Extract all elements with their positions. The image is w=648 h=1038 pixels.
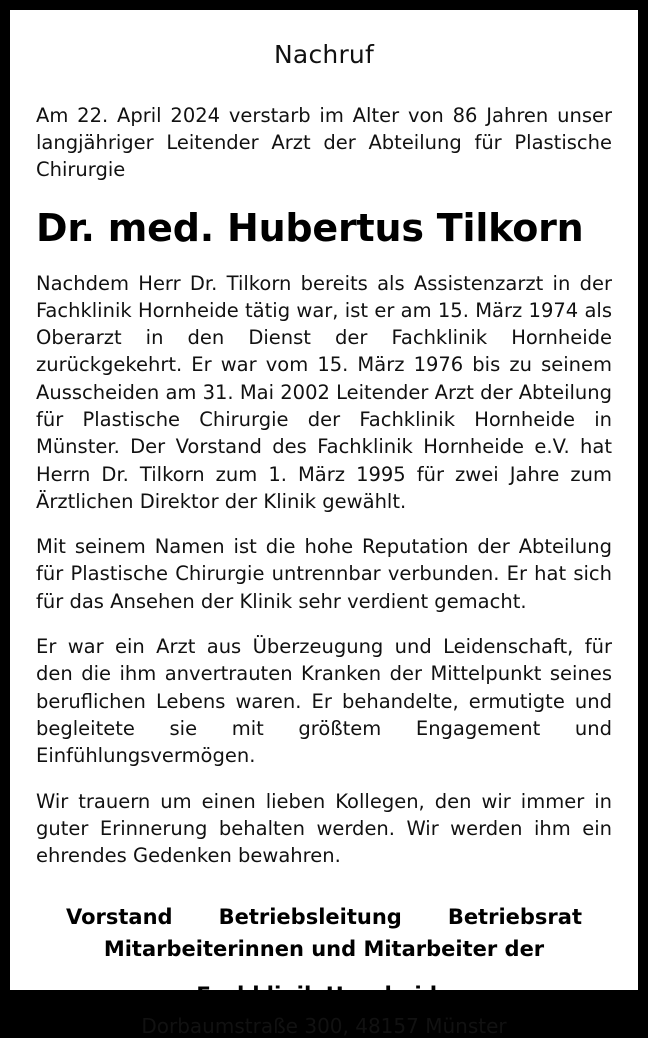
signature-address: Dorbaumstraße 300, 48157 Münster: [141, 1014, 507, 1038]
signature-role-betriebsrat: Betriebsrat: [447, 905, 582, 930]
body-paragraph-1: Nachdem Herr Dr. Tilkorn bereits als Assistenzarzt in der Fachklinik Hornheide tätig war, ist er am 15. März 1974 als Oberarzt in den Dienst der Fachklinik Hornheide zurückgekehrt. Er war vom 15. März 1976 bis zu seinem Ausscheiden am 31. Mai 2002 Leitender Arzt der Abteilung für Plastische Chirurgie der Fachklinik Hornheide in Münster. Der Vorstand des Fachklinik Hornheide e.V. hat Herrn Dr. Tilkorn zum 1. März 1995 für zwei Jahre zum Ärztlichen Direktor der Klinik gewählt.: [36, 271, 612, 513]
notice-heading: Nachruf: [274, 40, 374, 69]
signature-role-betriebsleitung: Betriebsleitung: [218, 905, 402, 930]
signature-organization: Fachklinik Hornheide: [196, 983, 452, 1009]
deceased-name: Dr. med. Hubertus Tilkorn: [36, 205, 584, 250]
signature-roles: [36, 905, 612, 929]
intro-text: Am 22. April 2024 verstarb im Alter von 86 Jahren unser langjähriger Leitender Arzt der Abteilung für Plastische Chirurgie: [36, 104, 612, 181]
body-paragraph-4: Wir trauern um einen lieben Kollegen, den wir immer in guter Erinnerung behalten werden. Wir werden ihm ein ehrendes Gedenken bewahren.: [36, 789, 612, 868]
body-paragraph-3: Er war ein Arzt aus Überzeugung und Leidenschaft, für den die ihm anvertrauten Kranken der Mittelpunkt seines beruflichen Lebens waren. Er behandelte, ermutigte und begleitete sie mit größtem Engagement und Einfühlungsvermögen.: [36, 635, 612, 768]
body-paragraph-2: Mit seinem Namen ist die hohe Reputation der Abteilung für Plastische Chirurgie untrennbar verbunden. Er hat sich für das Ansehen der Klinik sehr verdient gemacht.: [36, 535, 612, 613]
signature-staff-line: Mitarbeiterinnen und Mitarbeiter der: [103, 937, 545, 962]
signature-role-vorstand: Vorstand: [65, 905, 173, 930]
signature-block: [36, 905, 612, 1038]
obituary-card: [10, 10, 638, 1038]
